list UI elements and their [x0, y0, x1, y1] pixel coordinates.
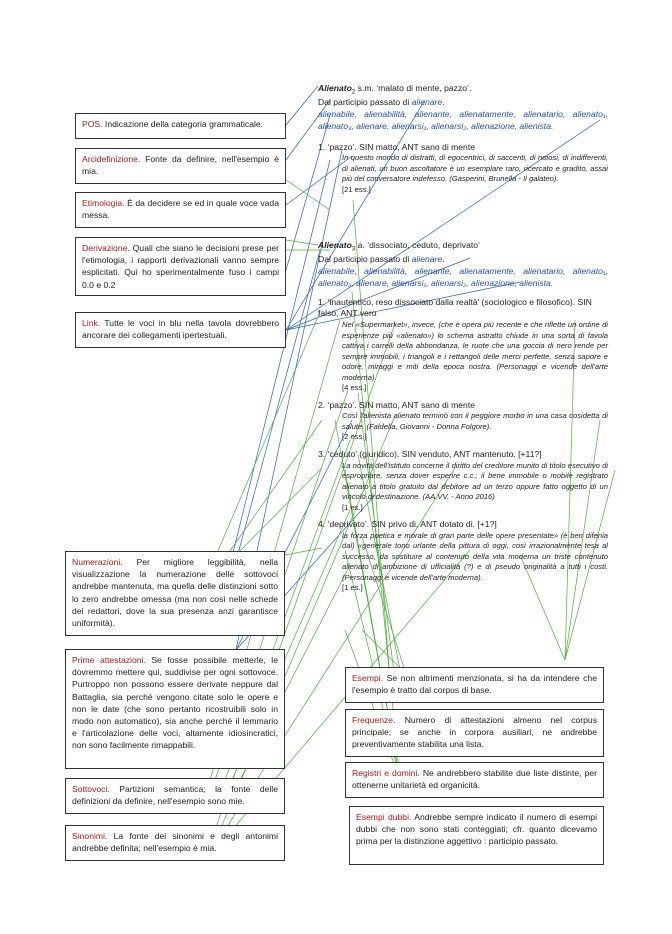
example-count: [1 es.] — [342, 502, 363, 512]
derivation-links[interactable]: alienabile, alienabilità, alienante, alienatamente, alienatario, alienato₁, alienato₂, alienare, alienarsi₁, alienarsi₂, alienazione, alienista. — [318, 265, 608, 288]
note-text: Se non altrimenti menzionata, si ha da intendere che l'esempio è tratto dal corpus di base. — [352, 673, 597, 696]
note-link — [75, 312, 286, 348]
sense-number: 3. — [318, 448, 326, 459]
sense-number: 2. — [318, 399, 326, 410]
sense-1 — [318, 142, 608, 154]
sense-2 — [318, 400, 608, 412]
etymology: Dal participio passato di alienare. — [318, 253, 445, 264]
sense-3 — [318, 449, 608, 461]
example-count: [21 ess.] — [342, 184, 371, 194]
entry-header — [318, 83, 608, 97]
example-count: [2 ess.] — [342, 432, 367, 442]
headword-subscript: 2 — [351, 89, 356, 96]
sense-1 — [318, 297, 608, 321]
note-label: POS. — [82, 119, 103, 129]
definition: a. ‘dissociato, ceduto, deprivato’ — [355, 240, 480, 250]
sense-text: ‘pazzo’. SIN matto, ANT sano di mente — [327, 141, 475, 152]
note-arcidefinizione — [75, 148, 286, 184]
example-count: [4 ess.] — [342, 383, 367, 393]
sense-text: ‘inautentico, reso dissociato dalla realtà’ (sociologico e filosofico). SIN falso, ANT vero — [318, 296, 592, 319]
example-text: In questo mondo di distratti, di egocentrici, di saccenti, di noiosi, di indifferenti, di alienati, un buon ascoltatore è un esemplare raro, ricercato e gradito, assai più del conversatore indefesso. (Gasperini, Brunella - Il galateo). — [342, 153, 608, 184]
sense-number: 1. — [318, 141, 326, 152]
note-label: Sinonimi. — [72, 831, 108, 841]
note-registri-domini — [345, 762, 604, 798]
note-esempi — [345, 667, 604, 703]
note-sinonimi — [65, 825, 285, 861]
note-label: Registri e domini. — [352, 768, 420, 778]
note-label: Etimologia. — [82, 198, 125, 208]
note-text: Per migliore leggibilità, nella visualizzazione la numerazione delle sottovoci andrebbe mantenuta, ma quella delle distinzioni sotto lo zero andrebbe omessa (ma non così nelle schede dei redattori, dove la sua presenza anzi garantisce uniformità). — [72, 557, 278, 629]
sense-number: 4. — [318, 519, 326, 530]
entry-alienato-2 — [318, 83, 608, 195]
sense-text: ‘ceduto’ (giuridico). SIN venduto, ANT mantenuto. [+11?] — [327, 448, 542, 459]
etymology: Dal participio passato di alienare. — [318, 96, 445, 107]
note-derivazione — [75, 237, 286, 296]
note-text: Ne andrebbero stabilite due liste distinte, per ottenerne unitarietà ed organicità. — [352, 768, 597, 791]
example-text: Nel «Supermarket», invece, (che è opera più recente e che riflette un ordine di esperienze più «alienato») lo schema astratto chiude in una sorta di favola cattiva i carrelli della abbondanza, le ruote che una goccia di nero rende per sempre immobili, i triangoli e i rettangoli delle merci perfette, senza sapore e odore, miraggi e miti della epoca nostra. (Personaggi e vicende dell'arte moderna). — [342, 320, 608, 382]
note-text: Partizioni semantica; la fonte delle definizioni da definire, nell'esempio sono mie. — [72, 784, 278, 807]
note-prime-attestazioni — [65, 649, 285, 769]
note-text: Numero di attestazioni almeno nel corpus principale; se anche in corpora ausiliari, ne andrebbe preventivamente stabilita una lista. — [352, 715, 597, 750]
note-etimologia — [75, 192, 286, 228]
entry-header — [318, 240, 608, 254]
sense-4 — [318, 519, 608, 531]
example-text: La novità dell'istituto concerne il diritto del creditore munito di titolo esecutivo di espropriare, senza dover esperire c.c.; il bene immobile o mobile registrato alienato a titolo gratuito dal debitore ad un terzo oppure fatto oggetto di un vincolo di destinazione. (AA.VV. - Anno 2016) — [342, 460, 608, 502]
definition: s.m. ‘malato di mente, pazzo’. — [355, 83, 472, 93]
note-pos — [75, 113, 286, 139]
note-label: Esempi dubbi. — [356, 812, 412, 822]
note-text: Quali che siano le decisioni prese per l'etimologia, i rapporti derivazionali vanno sempre esplicitati. Qui ho sperimentalmente fuso i campi 0.0 e 0.2 — [82, 243, 279, 290]
note-label: Frequenze. — [352, 715, 396, 725]
note-label: Sottovoci. — [72, 784, 110, 794]
note-esempi-dubbi — [349, 806, 604, 865]
headword: Alienato — [318, 240, 352, 250]
sense-text: ‘deprivato’. SIN privo di, ANT dotato di. [+1?] — [327, 519, 497, 530]
note-label: Derivazione. — [82, 243, 130, 253]
note-sottovoci — [65, 778, 285, 814]
note-frequenze — [345, 709, 604, 757]
etymology-text: Dal participio passato di — [318, 96, 412, 107]
headword: Alienato — [318, 83, 352, 93]
note-label: Numerazioni. — [72, 557, 123, 567]
note-text: La fonte dei sinonimi e degli antonimi andrebbe definita; nell'esempio è mia. — [72, 831, 278, 854]
example-text: Così l'alienista alienato terminò con il peggiore morbo in una casa cosidetta di salute. (Faldella, Giovanni - Donna Folgore). — [342, 411, 608, 431]
note-text: Tutte le voci in blu nella tavola dovrebbero ancorare dei collegamenti ipertestuali. — [82, 318, 279, 341]
etymology-link[interactable]: alienare — [411, 253, 443, 264]
etymology-link[interactable]: alienare — [411, 96, 443, 107]
headword-subscript: 3 — [351, 246, 356, 253]
note-label: Prime attestazioni. — [72, 655, 146, 665]
note-text: Se fosse possibile metterle, le dovremmo mettere qui, suddivise per ogni sottovoce. Purtroppo non possono essere derivate neppure dal Battaglia, sia perché vengono citate solo le opere e non le date (che sono pertanto ricostruibili solo in modo non automatico), sia anche perché il lemmario e l'articolazione delle voci, altamente idiosincratici, non sono facilmente rimappabili. — [72, 655, 278, 751]
note-text: Fonte da definire, nell'esempio è mia. — [82, 154, 279, 177]
note-text: È da decidere se ed in quale voce vada messa. — [82, 198, 279, 221]
sense-number: 1. — [318, 296, 326, 307]
sense-text: ‘pazzo’. SIN matto, ANT sano di mente — [327, 399, 475, 410]
note-label: Esempi. — [352, 673, 384, 683]
example-text: la forza poetica e morale di gran parte delle opere presentate» (è ben difenia dal) «generale tono urlante della pittura di oggi, così irrazionalmente tesa al successo, da sostituire al contenuto della vita moderna un triste contenuto alienato di ambizione di ufficialità (?) e di pseudo originalità a tutti i costi. (Personaggi e vicende dell'arte moderna). — [342, 530, 608, 582]
note-text: Andrebbe sempre indicato il numero di esempi dubbi che non sono stati conteggiati; cfr. quanto dicevamo prima per la distinzione aggettivo : participio passato. — [356, 812, 597, 847]
note-label: Link. — [82, 318, 101, 328]
note-label: Arcidefinizione. — [82, 154, 141, 164]
note-text: Indicazione della categoria grammaticale. — [102, 119, 264, 129]
example-count: [1 es.] — [342, 583, 363, 593]
entry-alienato-3 — [318, 240, 608, 594]
note-numerazioni — [65, 551, 285, 636]
etymology-text: Dal participio passato di — [318, 253, 412, 264]
derivation-links[interactable]: alienabile, alienabilità, alienante, alienatamente, alienatario, alienato₁, alienato₃, alienare, alienarsi₁, alienarsi₂, alienazione, alienista. — [318, 108, 608, 131]
